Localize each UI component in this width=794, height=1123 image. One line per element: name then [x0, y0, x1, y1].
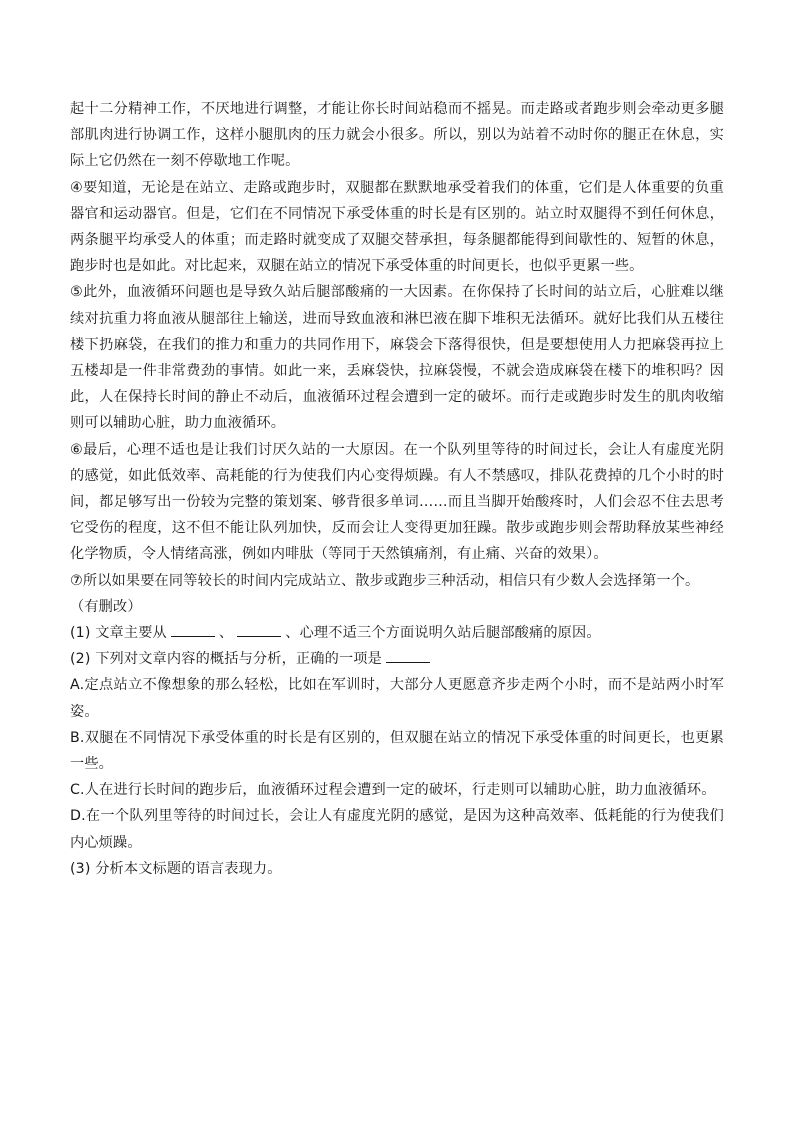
answer-blank-3[interactable]	[386, 648, 430, 663]
question-1-prefix: (1) 文章主要从	[70, 625, 167, 642]
question-1-separator: 、	[218, 625, 234, 642]
paragraph-5: ⑤此外，血液循环问题也是导致久站后腿部酸痛的一大因素。在你保持了长时间的站立后，心脏难以继续对抗重力将血液从腿部往上输送，进而导致血液和淋巴液在脚下堆积无法循环。就好比我们从五楼往楼下扔麻袋，在我们的推力和重力的共同作用下，麻袋会下落得很快，但是要想使用人力把麻袋再拉上五楼却是一件非常费劲的事情。如此一来，丢麻袋快，拉麻袋慢，不就会造成麻袋在楼下的堆积吗？因此，人在保持长时间的静止不动后，血液循环过程会遭到一定的破坏。而行走或跑步时发生的肌肉收缩则可以辅助心脏，助力血液循环。	[70, 284, 724, 432]
option-d: D.在一个队列里等待的时间过长，会让人有虚度光阴的感觉，是因为这种高效率、低耗能的行为使我们内心烦躁。	[70, 808, 724, 851]
question-2	[70, 646, 724, 672]
paragraph-4: ④要知道，无论是在站立、走路或跑步时，双腿都在默默地承受着我们的体重，它们是人体重要的负重器官和运动器官。但是，它们在不同情况下承受体重的时长是有区别的。站立时双腿得不到任何休息，两条腿平均承受人的体重；而走路时就变成了双腿交替承担，每条腿都能得到间歇性的、短暂的休息，跑步时也是如此。对比起来，双腿在站立的情况下承受体重的时间更长，也似乎更累一些。	[70, 179, 724, 275]
question-2-prefix: (2) 下列对文章内容的概括与分析，正确的一项是	[70, 651, 382, 668]
option-b: B.双腿在不同情况下承受体重的时长是有区别的，但双腿在站立的情况下承受体重的时间更长，也更累一些。	[70, 729, 724, 773]
answer-blank-1[interactable]	[171, 622, 215, 637]
paragraph-7: ⑦所以如果要在同等较长的时间内完成站立、散步或跑步三种活动，相信只有少数人会选择第一个。	[70, 572, 700, 589]
source-note: （有删改）	[70, 598, 142, 615]
question-3: (3) 分析本文标题的语言表现力。	[70, 860, 282, 877]
question-1	[70, 620, 724, 646]
option-a: A.定点站立不像想象的那么轻松，比如在军训时，大部分人更愿意齐步走两个小时，而不是站两小时军姿。	[70, 677, 724, 720]
paragraph-6: ⑥最后，心理不适也是让我们讨厌久站的一大原因。在一个队列里等待的时间过长，会让人有虚度光阴的感觉，如此低效率、高耗能的行为使我们内心变得烦躁。有人不禁感叹，排队花费掉的几个小时的时间，都足够写出一份较为完整的策划案、够背很多单词……而且当脚开始酸疼时，人们会忍不住去思考它受伤的程度，这不但不能让队列加快，反而会让人变得更加狂躁。散步或跑步则会帮助释放某些神经化学物质，令人情绪高涨，例如内啡肽（等同于天然镇痛剂，有止痛、兴奋的效果）。	[70, 441, 724, 563]
option-c: C.人在进行长时间的跑步后，血液循环过程会遭到一定的破坏，行走则可以辅助心脏，助力血液循环。	[70, 782, 716, 799]
question-1-suffix: 、心理不适三个方面说明久站后腿部酸痛的原因。	[285, 625, 601, 642]
document-page	[70, 96, 724, 882]
answer-blank-2[interactable]	[237, 622, 281, 637]
paragraph-3-continued: 起十二分精神工作，不厌地进行调整，才能让你长时间站稳而不摇晃。而走路或者跑步则会牵动更多腿部肌肉进行协调工作，这样小腿肌肉的压力就会小很多。所以，别以为站着不动时你的腿正在休息，实际上它仍然在一刻不停歇地工作呢。	[70, 101, 724, 170]
